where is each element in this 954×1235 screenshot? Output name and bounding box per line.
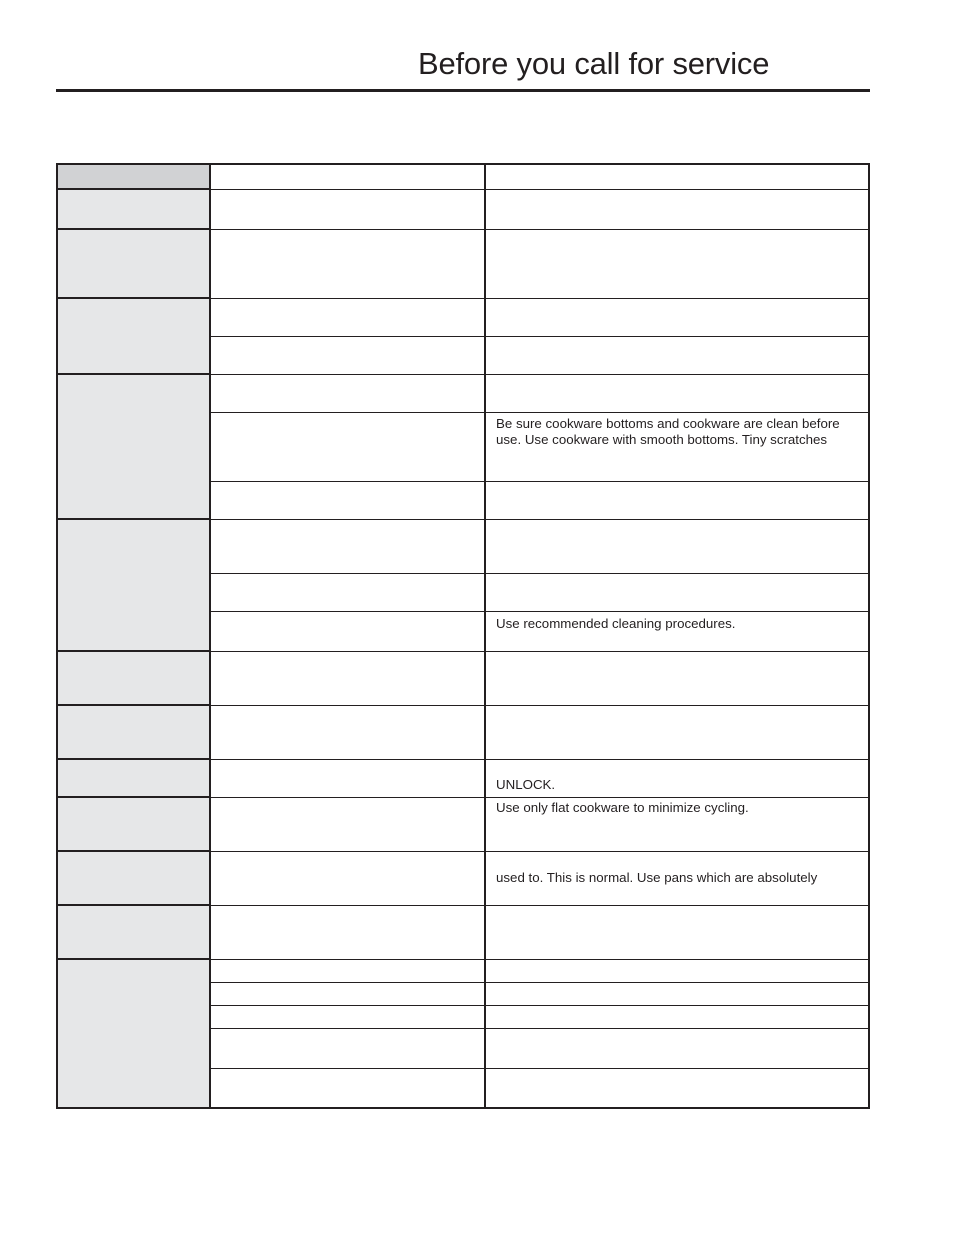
cause-cell [211,375,486,413]
troubleshooting-table [56,163,870,1109]
solution-cell [486,190,868,230]
solution-cell [486,230,868,299]
problem-cell-11 [58,906,211,960]
solution-cell [486,1069,868,1107]
cause-cell [211,299,486,337]
solution-cell [486,983,868,1006]
cause-cell [211,612,486,652]
solution-cell [486,337,868,375]
header-solution-cell [486,165,868,190]
cause-cell [211,798,486,852]
solution-cell [486,760,868,798]
problem-cell-12 [58,960,211,1107]
title-rule [56,89,870,92]
cause-cell [211,652,486,706]
cause-cell [211,960,486,983]
cause-cell [211,983,486,1006]
solution-text: Use only flat cookware to minimize cycling. [496,800,749,815]
solution-text: UNLOCK. [496,777,556,792]
problem-cell-5 [58,520,211,652]
solution-cell [486,299,868,337]
problem-cell-2 [58,230,211,299]
solution-line: use. Use cookware with smooth bottoms. Tiny scratches [496,432,828,447]
cause-cell [211,1029,486,1069]
problem-cell-4 [58,375,211,520]
solution-cell [486,652,868,706]
problem-cell-9 [58,798,211,852]
solution-cell [486,375,868,413]
solution-cell [486,706,868,760]
cause-cell [211,852,486,906]
solution-cell [486,1029,868,1069]
cause-cell [211,574,486,612]
solution-cell [486,413,868,482]
cause-cell [211,706,486,760]
cause-cell [211,906,486,960]
solution-line: Be sure cookware bottoms and cookware are clean before [496,416,840,431]
solution-text [496,416,862,448]
cause-cell [211,337,486,375]
problem-cell-10 [58,852,211,906]
cause-cell [211,760,486,798]
solution-cell [486,852,868,906]
solution-text: Use recommended cleaning procedures. [496,616,736,631]
cause-cell [211,413,486,482]
solution-cell [486,960,868,983]
cause-cell [211,1069,486,1107]
solution-cell [486,482,868,520]
header-problem-cell [58,165,211,190]
solution-cell [486,798,868,852]
solution-cell [486,1006,868,1029]
cause-cell [211,230,486,299]
problem-cell-3 [58,299,211,375]
solution-text: used to. This is normal. Use pans which are absolutely [496,870,818,885]
problem-cell-6 [58,652,211,706]
solution-cell [486,574,868,612]
cause-cell [211,482,486,520]
cause-cell [211,520,486,574]
problem-cell-1 [58,190,211,230]
header-cause-cell [211,165,486,190]
solution-cell [486,520,868,574]
cause-cell [211,1006,486,1029]
problem-cell-7 [58,706,211,760]
solution-cell [486,612,868,652]
cause-cell [211,190,486,230]
problem-cell-8 [58,760,211,798]
page-title: Before you call for service [418,46,770,81]
solution-cell [486,906,868,960]
